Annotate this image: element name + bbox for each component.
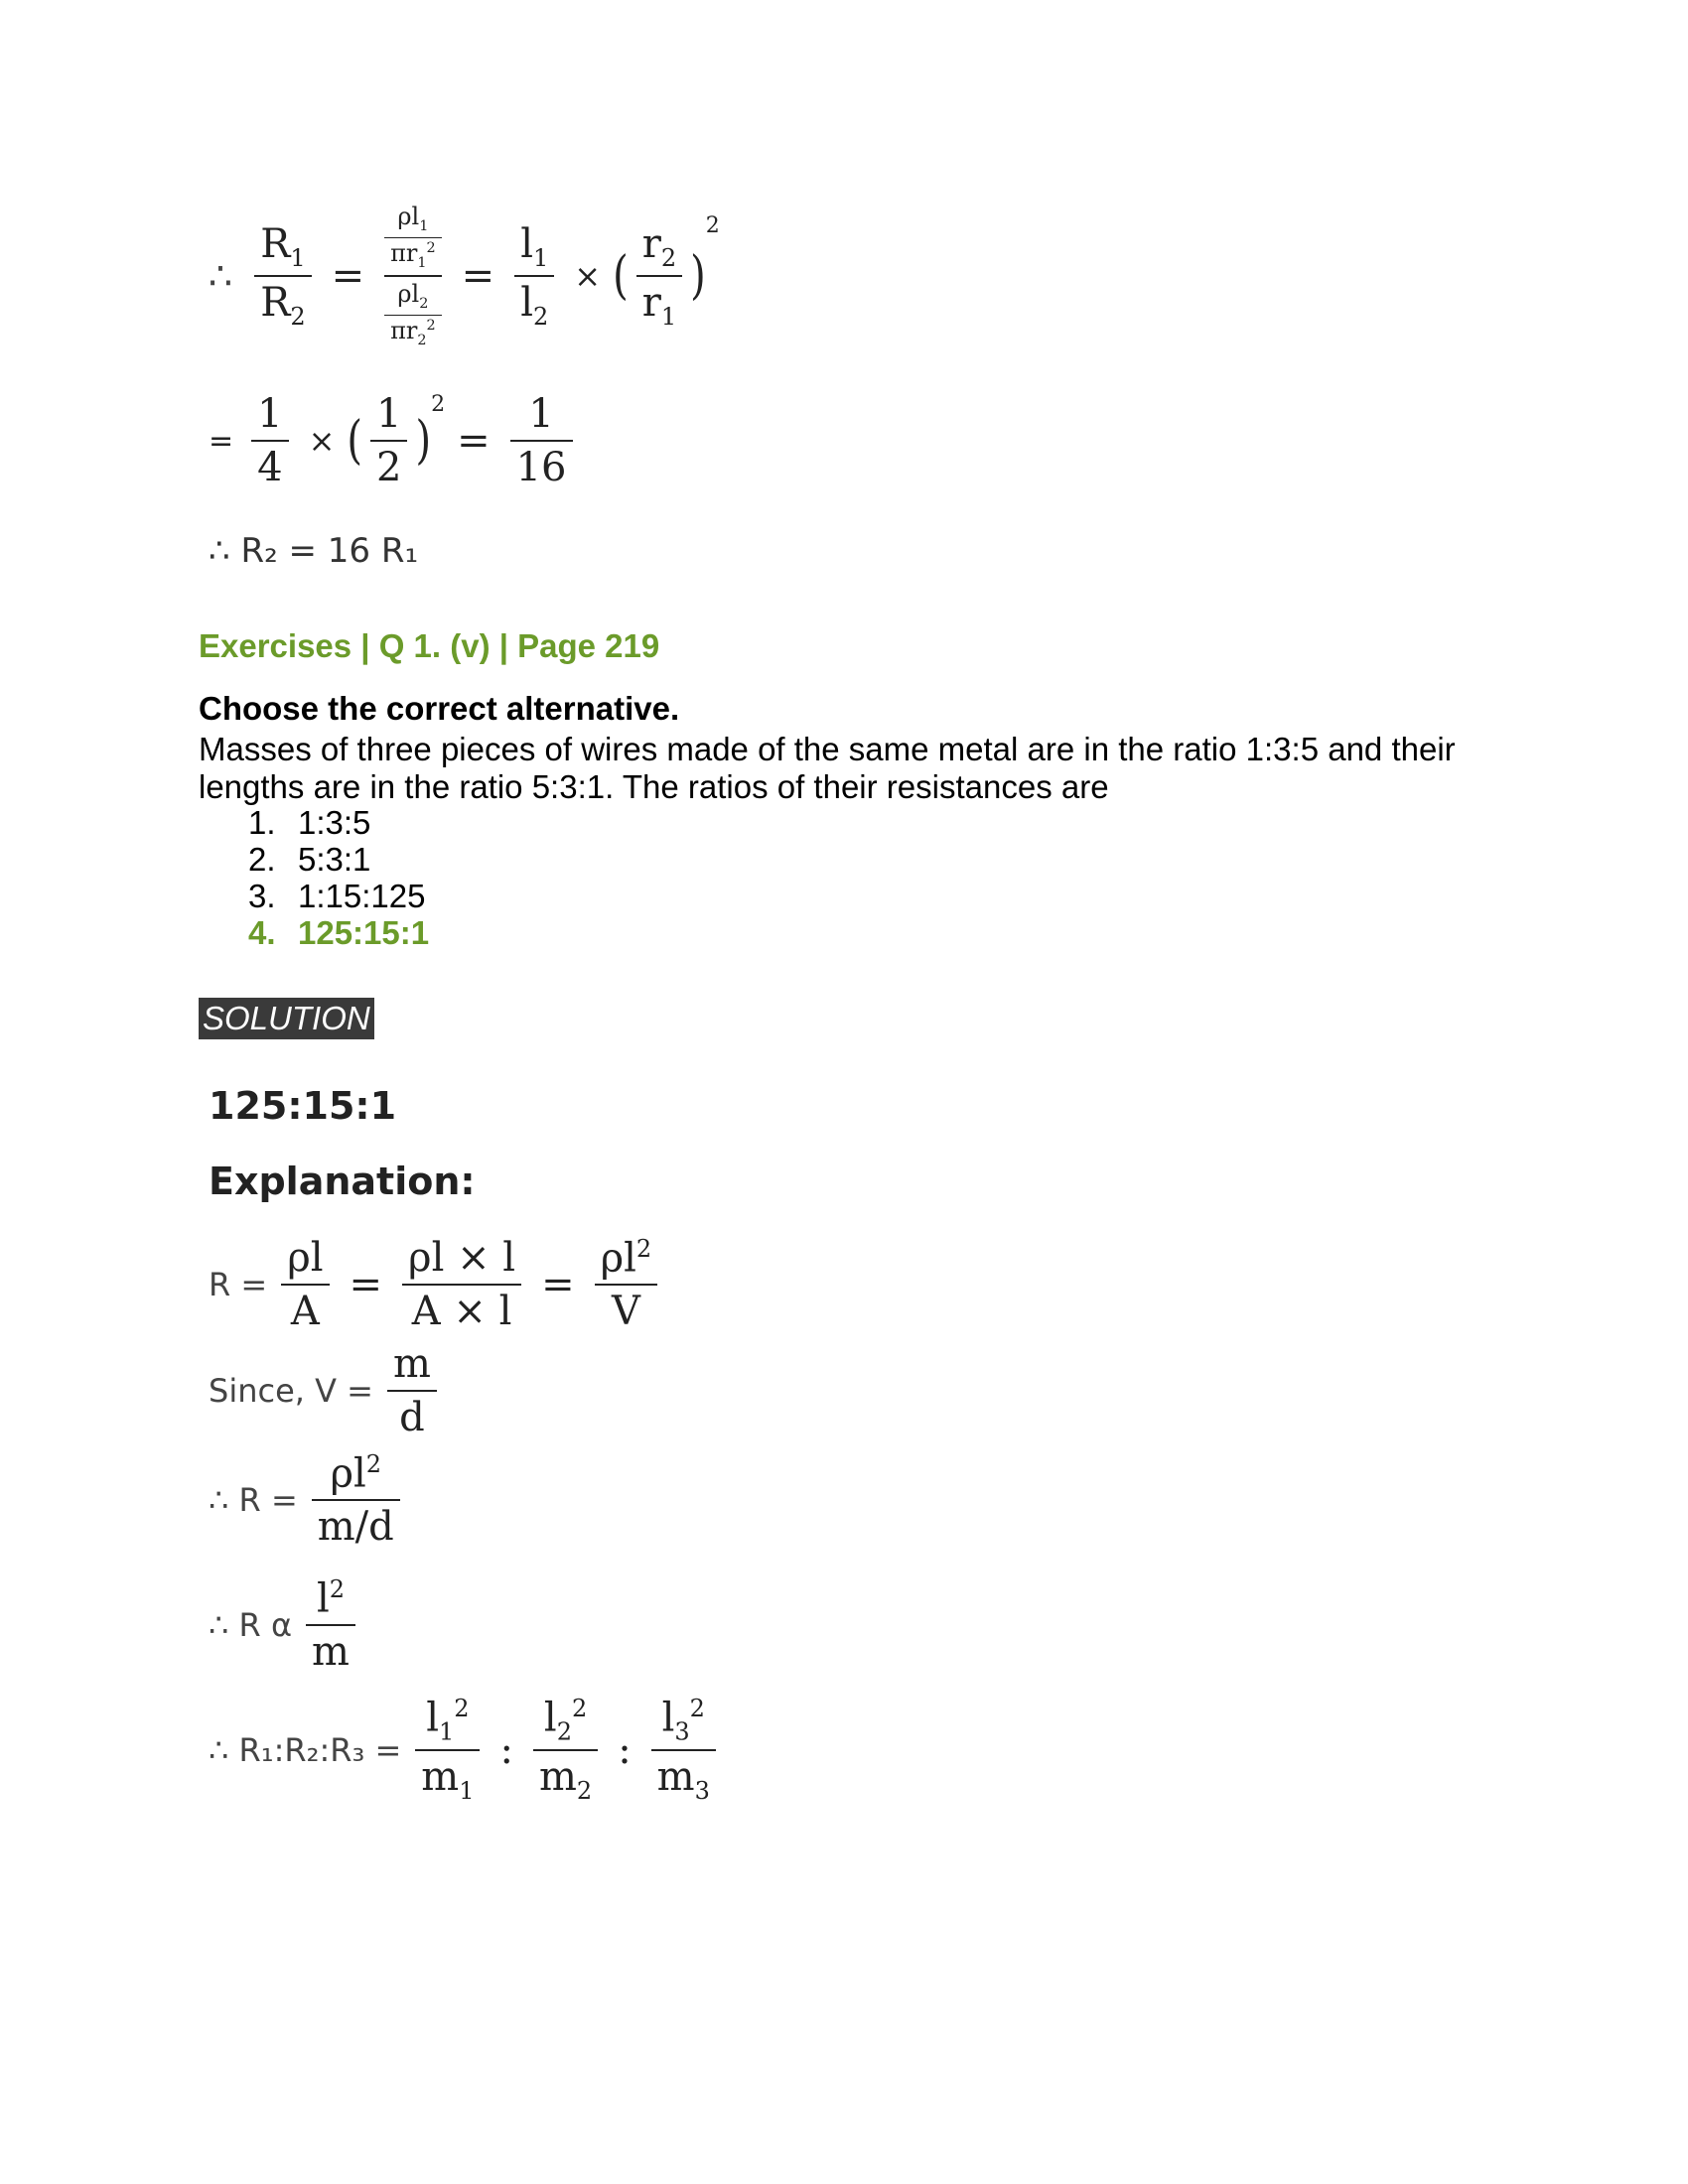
- question-text: Masses of three pieces of wires made of the same metal are in the ratio 1:3:5 and their lengths are in the ratio 5:3:1. The ratios of their resistances are: [199, 731, 1456, 805]
- equals-sign: =: [461, 253, 495, 300]
- fraction-one-fourth: $\frac{1}{4}$: [251, 392, 288, 489]
- fraction-numerator: $R_1$: [260, 220, 306, 272]
- exponent: 2: [431, 392, 446, 417]
- l1-over-l2: $\frac{l_1}{l_2}$: [514, 222, 554, 331]
- r1-over-r2: [254, 222, 311, 331]
- therefore-r-label: ∴ R =: [209, 1481, 298, 1520]
- option-4-correct: 4. 125:15:1: [248, 914, 430, 951]
- solution-badge: SOLUTION: [199, 998, 374, 1039]
- fraction-one-sixteenth: $\frac{1}{16}$: [510, 392, 573, 489]
- exercise-heading: Exercises | Q 1. (v) | Page 219: [199, 627, 660, 664]
- numeric-substitution: = $\frac{1}{4}$ × ( $\frac{1}{2}$ ) 2 = $\frac{1}{16}$: [209, 392, 581, 489]
- therefore-symbol: ∴: [209, 254, 233, 299]
- resistance-proportionality: ∴ R α $\frac{l^2}{m}$: [209, 1576, 363, 1674]
- volume-formula: Since, V = $\frac{m}{d}$: [209, 1342, 445, 1439]
- option-3: 3. 1:15:125: [248, 878, 426, 914]
- explanation-title: Explanation:: [209, 1160, 476, 1203]
- answer-options: [248, 804, 429, 951]
- option-1: 1. 1:3:5: [248, 804, 371, 841]
- times-sign: ×: [308, 422, 336, 460]
- therefore-r-alpha-label: ∴ R α: [209, 1606, 293, 1645]
- r2-over-r1: $\frac{r_2}{r_1}$: [636, 222, 682, 331]
- r2-result: ∴ R₂ = 16 R₁: [209, 531, 419, 571]
- equals-sign: =: [331, 253, 365, 300]
- equals-sign: =: [209, 423, 234, 459]
- solution-answer: 125:15:1: [209, 1084, 397, 1128]
- fraction-one-half: $\frac{1}{2}$: [370, 392, 407, 489]
- since-label: Since, V =: [209, 1372, 373, 1410]
- resistance-ratio: ∴ R₁:R₂:R₃ = $\frac{l_1^2}{m_1}$ : $\frac{l_2^2}{m_2}$ : $\frac{l_3^2}{m_3}$: [209, 1696, 724, 1804]
- r-label: R =: [209, 1266, 268, 1304]
- times-sign: ×: [574, 257, 602, 296]
- fraction-denominator: $R_2$: [260, 280, 306, 332]
- equals-sign: =: [457, 418, 491, 464]
- ratio-label: ∴ R₁:R₂:R₃ =: [209, 1730, 402, 1769]
- ratio-equation: ∴ $\frac{R_1}{R_2}$ = $\frac{\frac{\rho l_1}{\pi r_1^2}}{\frac{\rho l_2}{\pi r_2^2}}$ = $\frac{l_1}{l_2}$ × ( $\frac{r_2}{r_1}$ ) 2: [209, 203, 720, 348]
- exponent: 2: [705, 213, 720, 238]
- compound-fraction: $\frac{\frac{\rho l_1}{\pi r_1^2}}{\frac{\rho l_2}{\pi r_2^2}}$: [384, 204, 442, 349]
- option-2: 2. 5:3:1: [248, 841, 371, 878]
- resistance-formula: R = $\frac{\rho l}{A}$ = $\frac{\rho l \times l}{A \times l}$ = $\frac{\rho l^2}{V}$: [209, 1236, 665, 1333]
- question-instruction: Choose the correct alternative.: [199, 690, 680, 727]
- resistance-substituted: ∴ R = $\frac{\rho l^2}{m/d}$: [209, 1451, 408, 1549]
